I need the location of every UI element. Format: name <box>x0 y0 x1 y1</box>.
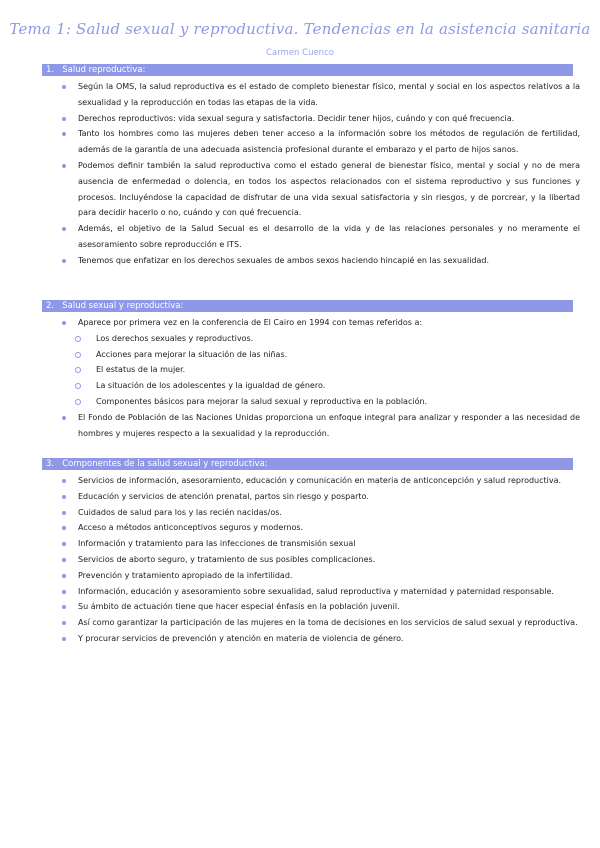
sub-list-item: Acciones para mejorar la situación de las niñas. <box>78 347 580 363</box>
section-1-header <box>42 64 573 76</box>
sub-list-item: Componentes básicos para mejorar la salud sexual y reproductiva en la población. <box>78 394 580 410</box>
circle-bullet-icon <box>75 352 81 358</box>
section-1-list <box>60 79 580 269</box>
bullet-icon <box>62 542 66 546</box>
list-item: Tanto los hombres como las mujeres deben tener acceso a la información sobre los métodos de regulación de fertilidad, además de la garantía de una adecuada asistencia profesional durante el embarazo y el parto de hijos sanos. <box>60 126 580 158</box>
bullet-icon <box>62 621 66 625</box>
bullet-icon <box>62 164 66 168</box>
list-item: Acceso a métodos anticonceptivos seguros y modernos. <box>60 520 580 536</box>
author-name: Carmen Cuenco <box>266 48 334 58</box>
document-title: Tema 1: Salud sexual y reproductiva. Tendencias en la asistencia sanitaria <box>9 20 591 38</box>
list-item: Servicios de información, asesoramiento, educación y comunicación en materia de anticoncepción y salud reproductiva. <box>60 473 580 489</box>
section-3-header <box>42 458 573 470</box>
list-item: Aparece por primera vez en la conferencia de El Cairo en 1994 con temas referidos a: Los derechos sexuales y reproductivos. Acciones para mejorar la situación de las niñas. El estatus de la mujer. La situación de los adolescentes y la igualdad de género. Componentes básicos para mejorar la salud sexual y reproductiva en la población. <box>60 315 580 410</box>
bullet-icon <box>62 416 66 420</box>
sub-list-item: La situación de los adolescentes y la igualdad de género. <box>78 378 580 394</box>
list-item: Tenemos que enfatizar en los derechos sexuales de ambos sexos haciendo hincapié en las sexualidad. <box>60 253 580 269</box>
list-item: Y procurar servicios de prevención y atención en materia de violencia de género. <box>60 631 580 647</box>
section-2-list <box>60 315 580 441</box>
bullet-icon <box>62 479 66 483</box>
list-item: El Fondo de Población de las Naciones Unidas proporciona un enfoque integral para analizar y responder a las necesidad de hombres y mujeres respecto a la sexualidad y la reproducción. <box>60 410 580 442</box>
list-item: Derechos reproductivos: vida sexual segura y satisfactoria. Decidir tener hijos, cuándo y con qué frecuencia. <box>60 111 580 127</box>
list-item: Así como garantizar la participación de las mujeres en la toma de decisiones en los servicios de salud sexual y reproductiva. <box>60 615 580 631</box>
list-item: Información, educación y asesoramiento sobre sexualidad, salud reproductiva y maternidad y paternidad responsable. <box>60 584 580 600</box>
list-item: Su ámbito de actuación tiene que hacer especial énfasis en la población juvenil. <box>60 599 580 615</box>
sub-list <box>78 331 580 410</box>
bullet-icon <box>62 574 66 578</box>
list-item: Podemos definir también la salud reproductiva como el estado general de bienestar físico, mental y social y no de mera ausencia de enfermedad o dolencia, en todos los aspectos relacionados con el sistema reproductivo y sus funciones y procesos. Incluyéndose la capacidad de disfrutar de una vida sexual satisfactoria y sin riesgos, y de porcrear, y la libertad para decidir hacerlo o no, cuándo y con qué frecuencia. <box>60 158 580 221</box>
bullet-icon <box>62 637 66 641</box>
list-item: Prevención y tratamiento apropiado de la infertilidad. <box>60 568 580 584</box>
section-title: Salud reproductiva: <box>62 65 146 75</box>
circle-bullet-icon <box>75 383 81 389</box>
sub-list-item: El estatus de la mujer. <box>78 362 580 378</box>
bullet-icon <box>62 321 66 325</box>
section-3-list <box>60 473 580 647</box>
circle-bullet-icon <box>75 336 81 342</box>
bullet-icon <box>62 511 66 515</box>
list-item: Educación y servicios de atención prenatal, partos sin riesgo y posparto. <box>60 489 580 505</box>
bullet-icon <box>62 259 66 263</box>
bullet-icon <box>62 558 66 562</box>
sub-list-item: Los derechos sexuales y reproductivos. <box>78 331 580 347</box>
section-title: Componentes de la salud sexual y reproductiva: <box>62 459 268 469</box>
bullet-icon <box>62 117 66 121</box>
list-item: Información y tratamiento para las infecciones de transmisión sexual <box>60 536 580 552</box>
section-number: 2. <box>46 301 55 311</box>
list-item: Servicios de aborto seguro, y tratamiento de sus posibles complicaciones. <box>60 552 580 568</box>
circle-bullet-icon <box>75 367 81 373</box>
bullet-icon <box>62 132 66 136</box>
list-item: Además, el objetivo de la Salud Secual es el desarrollo de la vida y de las relaciones personales y no meramente el asesoramiento sobre reproducción e ITS. <box>60 221 580 253</box>
section-number: 3. <box>46 459 55 469</box>
list-item: Cuidados de salud para los y las recién nacidas/os. <box>60 505 580 521</box>
section-number: 1. <box>46 65 55 75</box>
bullet-icon <box>62 495 66 499</box>
bullet-icon <box>62 526 66 530</box>
bullet-icon <box>62 590 66 594</box>
section-title: Salud sexual y reproductiva: <box>62 301 184 311</box>
list-item: Según la OMS, la salud reproductiva es el estado de completo bienestar físico, mental y social en los aspectos relativos a la sexualidad y la reproducción en todas las etapas de la vida. <box>60 79 580 111</box>
circle-bullet-icon <box>75 399 81 405</box>
section-2-header <box>42 300 573 312</box>
bullet-icon <box>62 605 66 609</box>
bullet-icon <box>62 85 66 89</box>
bullet-icon <box>62 227 66 231</box>
